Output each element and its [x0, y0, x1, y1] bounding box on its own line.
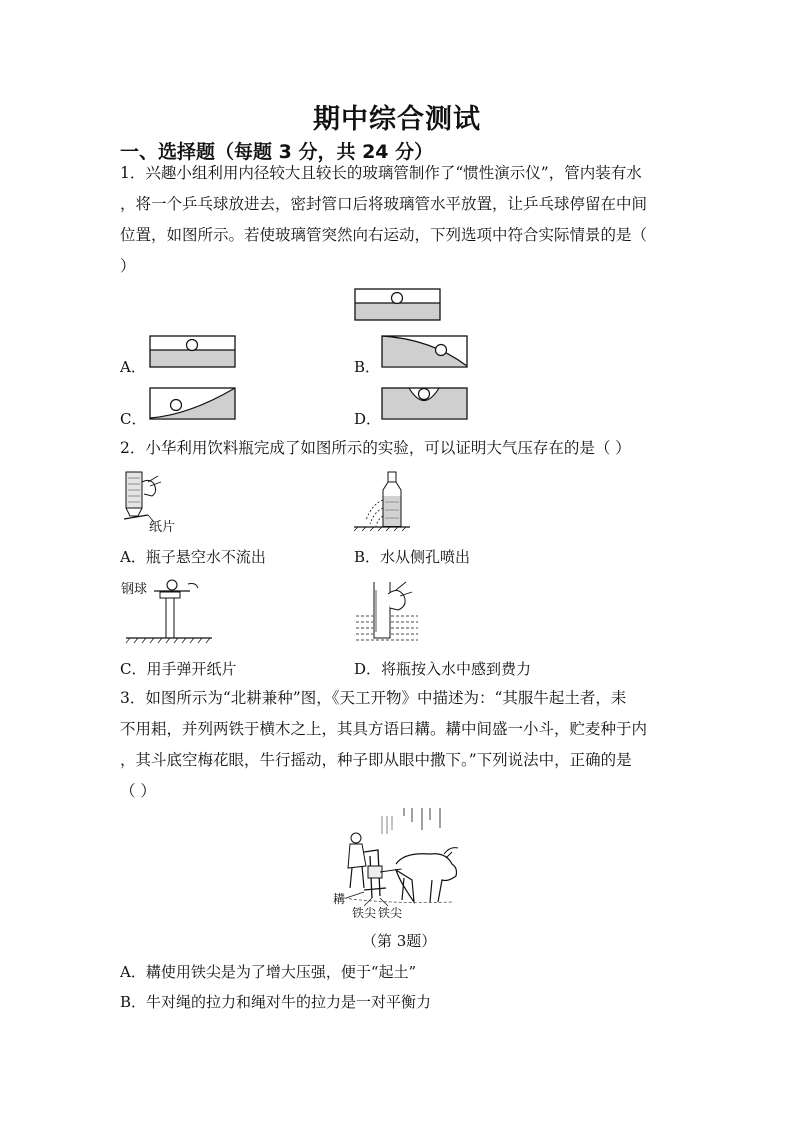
q3-line-2: 不用耜，并列两铁于横木之上，其具方语曰耩。耩中间盛一小斗，贮麦种于内: [120, 720, 648, 738]
q3-option-b: B．牛对绳的拉力和绳对牛的拉力是一对平衡力: [120, 993, 432, 1011]
q3-line-4: （ ）: [120, 782, 156, 800]
q2-figure-d: [354, 576, 420, 646]
q3-plowing-illustration: [334, 808, 466, 918]
section-heading: 一、选择题（每题 3 分，共 24 分）: [120, 141, 434, 163]
q2-option-a: A．瓶子悬空水不流出: [120, 548, 266, 566]
q1-option-b-label: B．: [354, 358, 381, 376]
q2-paper-label: 纸片: [149, 520, 176, 535]
page-title: 期中综合测试: [313, 104, 481, 135]
q1-option-d-label: D．: [354, 410, 382, 428]
q1-tube-figure: [354, 288, 442, 322]
q1-option-d-tube: [381, 387, 469, 421]
q3-line-1: 3．如图所示为“北耕兼种”图，《天工开物》中描述为：“其服牛起土者，耒: [120, 689, 627, 707]
q2-figure-c: [124, 574, 214, 646]
q2-option-b: B．水从侧孔喷出: [354, 548, 471, 566]
q1-line-3: 位置，如图所示。若使玻璃管突然向右运动，下列选项中符合实际情景的是（: [120, 226, 648, 244]
q2-option-d: D．将瓶按入水中感到费力: [354, 660, 532, 678]
q1-option-c-tube: [149, 387, 237, 421]
q3-line-3: ，其斗底空梅花眼，牛行摇动，种子即从眼中撒下。”下列说法中，正确的是: [120, 751, 632, 769]
q3-tip-label-2: 铁尖: [378, 906, 403, 920]
q1-option-a-tube: [149, 335, 237, 369]
q1-option-a-label: A．: [120, 358, 146, 376]
q1-option-b-tube: [381, 335, 469, 369]
q2-line-1: 2．小华利用饮料瓶完成了如图所示的实验，可以证明大气压存在的是（ ）: [120, 439, 631, 457]
q1-line-1: 1．兴趣小组利用内径较大且较长的玻璃管制作了“惯性演示仪”，管内装有水: [120, 164, 642, 182]
q3-figure-caption: （第 3题）: [362, 932, 437, 950]
q2-figure-b: [352, 470, 412, 532]
q1-line-2: ，将一个乒乓球放进去，密封管口后将玻璃管水平放置，让乒乓球停留在中间: [120, 195, 648, 213]
q3-tip-label-1: 铁尖: [352, 906, 377, 920]
q3-option-a: A．耩使用铁尖是为了增大压强，便于“起土”: [120, 963, 417, 981]
q2-option-c: C．用手弹开纸片: [120, 660, 237, 678]
q2-ball-label: 钢球: [121, 582, 148, 597]
q1-option-c-label: C．: [120, 410, 147, 428]
q3-tool-label: 耩: [333, 892, 346, 906]
q1-line-4: ）: [120, 257, 136, 275]
